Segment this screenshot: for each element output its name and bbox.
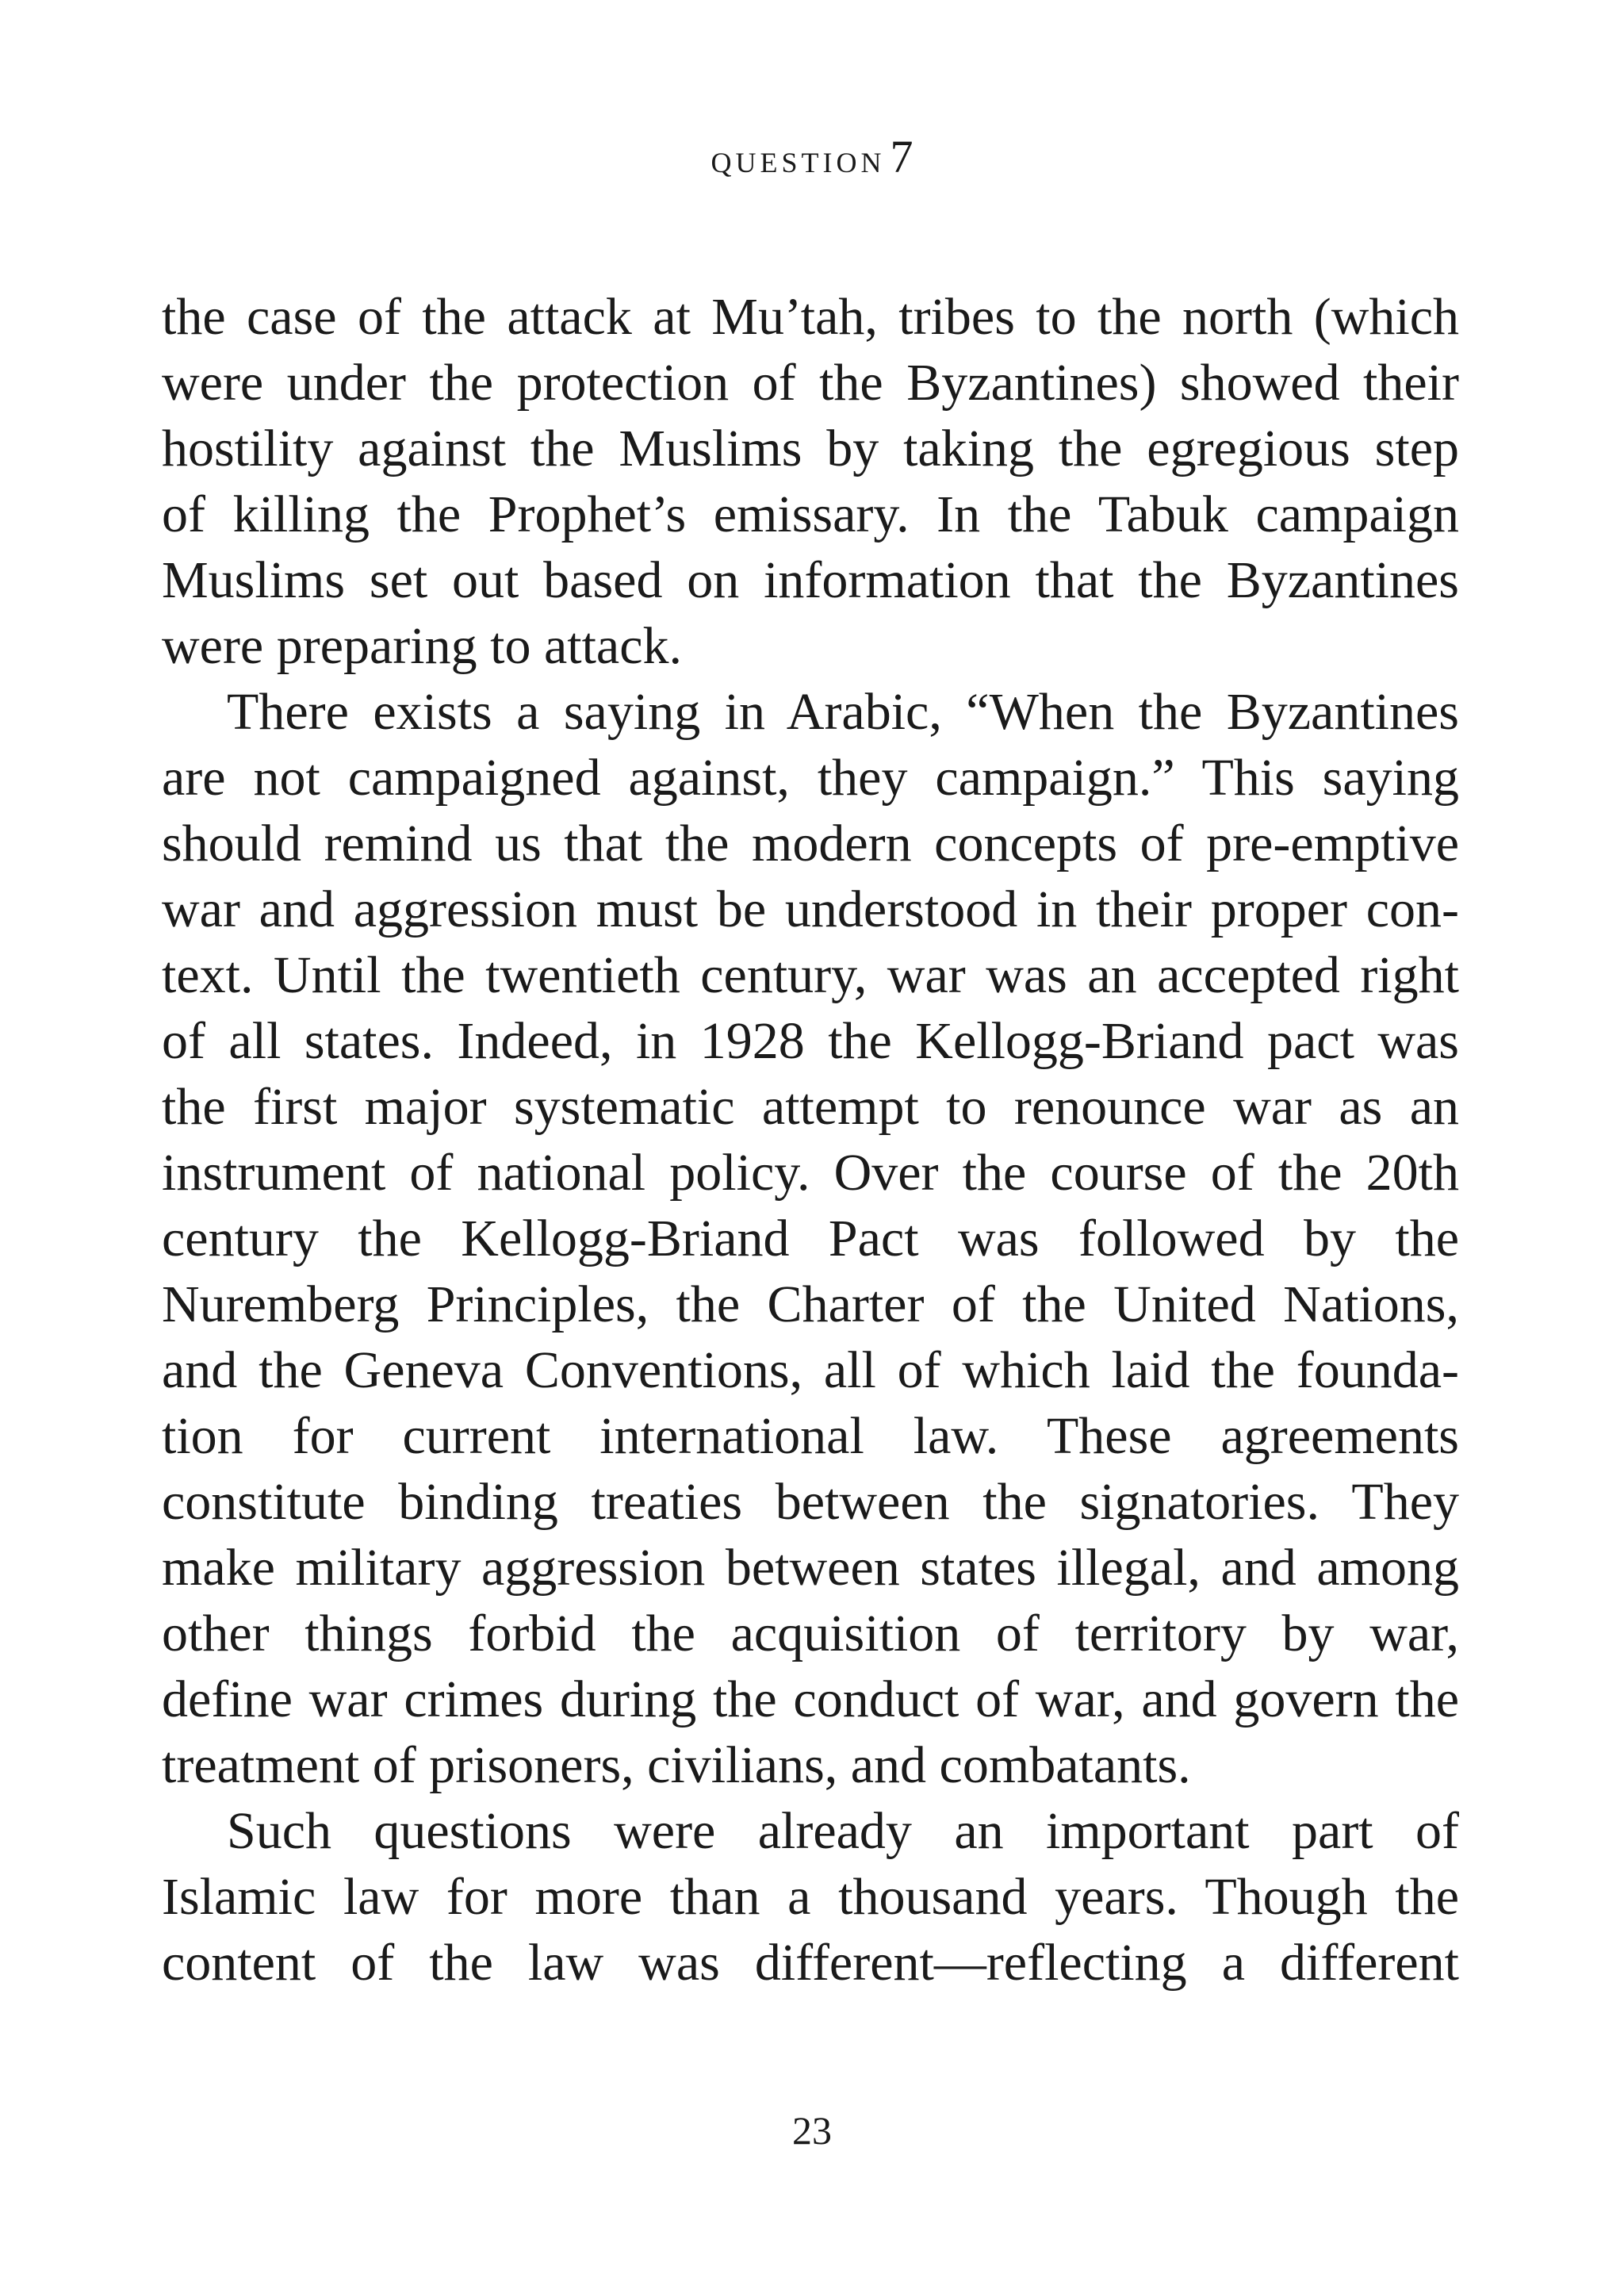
text-line: were under the protection of the Byzantines) showed their <box>162 354 1459 412</box>
text-line: war and aggression must be understood in their proper con- <box>162 880 1459 938</box>
text-line: make military aggression between states illegal, and among <box>162 1539 1459 1597</box>
running-head-label: question <box>710 136 886 182</box>
text-line: Islamic law for more than a thousand years. Though the <box>162 1868 1459 1926</box>
text-line: Nuremberg Principles, the Charter of the United Nations, <box>162 1275 1459 1333</box>
text-line: treatment of prisoners, civilians, and combatants. <box>162 1736 1191 1794</box>
paragraph <box>162 284 1459 679</box>
text-line: hostility against the Muslims by taking the egregious step <box>162 420 1459 477</box>
text-line: the case of the attack at Mu’tah, tribes to the north (which <box>162 288 1459 346</box>
text-line: text. Until the twentieth century, war was an accepted right <box>162 946 1459 1004</box>
text-line: were preparing to attack. <box>162 617 683 675</box>
paragraph <box>162 679 1459 1798</box>
text-line: should remind us that the modern concepts of pre-emptive <box>162 815 1459 872</box>
page-number: 23 <box>792 2108 832 2153</box>
text-line: tion for current international law. These agreements <box>162 1407 1459 1465</box>
text-line: Such questions were already an important part of <box>227 1802 1459 1860</box>
text-line: There exists a saying in Arabic, “When the Byzantines <box>227 683 1459 741</box>
text-line: define war crimes during the conduct of war, and govern the <box>162 1670 1459 1728</box>
text-line: other things forbid the acquisition of territory by war, <box>162 1605 1459 1662</box>
text-line: the first major systematic attempt to renounce war as an <box>162 1078 1459 1136</box>
text-line: constitute binding treaties between the signatories. They <box>162 1473 1459 1531</box>
text-line: century the Kellogg-Briand Pact was followed by the <box>162 1210 1459 1267</box>
text-line: Muslims set out based on information that the Byzantines <box>162 551 1459 609</box>
running-head <box>0 133 1624 185</box>
text-line: content of the law was different—reflecting a different <box>162 1934 1459 1992</box>
text-line: of all states. Indeed, in 1928 the Kellogg-Briand pact was <box>162 1012 1459 1070</box>
text-line: instrument of national policy. Over the course of the 20th <box>162 1144 1459 1202</box>
text-line: are not campaigned against, they campaign.” This saying <box>162 749 1459 807</box>
running-head-number: 7 <box>890 131 914 182</box>
text-line: and the Geneva Conventions, all of which laid the founda- <box>162 1341 1459 1399</box>
body-text <box>162 284 1459 1996</box>
text-line: of killing the Prophet’s emissary. In the Tabuk campaign <box>162 485 1459 543</box>
paragraph <box>162 1798 1459 1996</box>
